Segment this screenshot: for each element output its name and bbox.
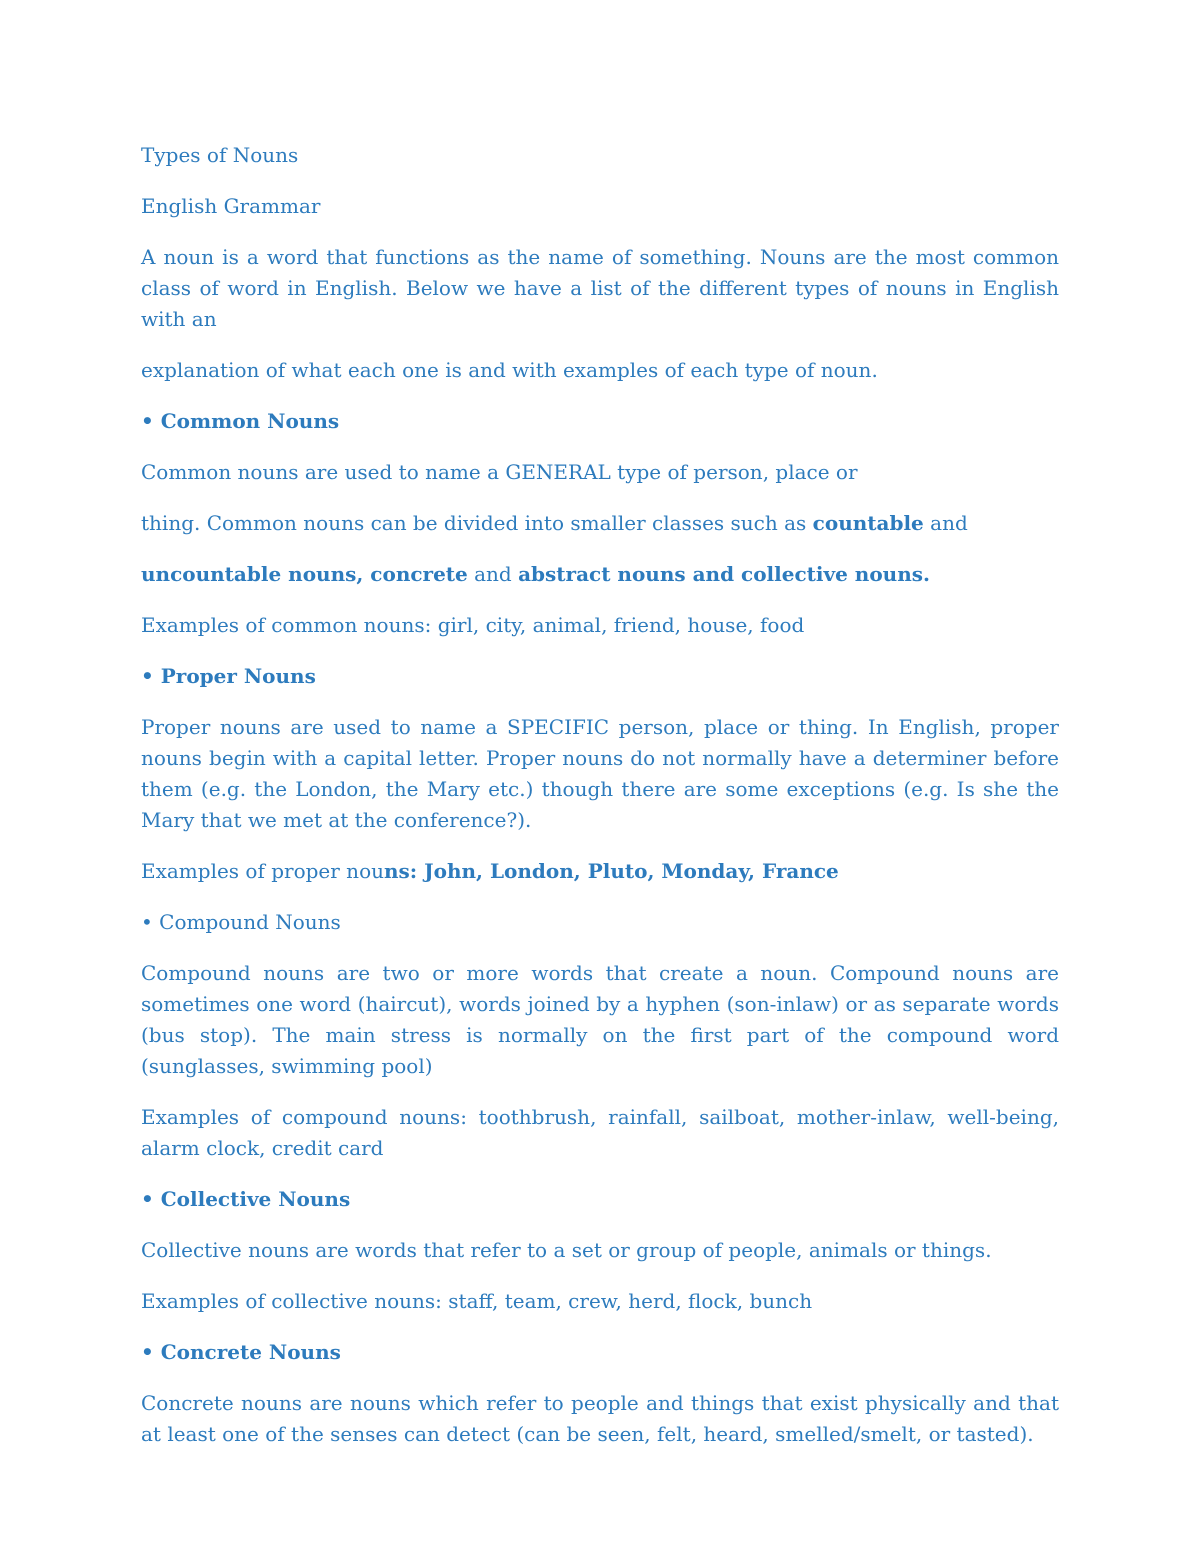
keyword-abstract-collective: abstract nouns and collective nouns. [518,562,930,586]
common-nouns-definition-line3 [141,559,1059,590]
keyword-uncountable-concrete: uncountable nouns, concrete [141,562,468,586]
text-span: Examples of proper nou [141,859,384,883]
common-nouns-definition-line2 [141,508,1059,539]
text-span: and [467,562,519,586]
concrete-nouns-heading: • Concrete Nouns [141,1340,341,1364]
common-nouns-examples: Examples of common nouns: girl, city, animal, friend, house, food [141,613,805,637]
text-span: and [923,511,968,535]
document-title: Types of Nouns [141,143,299,167]
collective-nouns-examples: Examples of collective nouns: staff, team, crew, herd, flock, bunch [141,1289,813,1313]
intro-paragraph-continued: explanation of what each one is and with examples of each type of noun. [141,358,878,382]
document-subtitle: English Grammar [141,194,321,218]
proper-nouns-definition: Proper nouns are used to name a SPECIFIC person, place or thing. In English, proper nouns begin with a capital letter. Proper nouns do not normally have a determiner before them (e.g. the London, the Mary etc.) though there are some exceptions (e.g. Is she the Mary that we met at the conference?). [141,715,1059,832]
common-nouns-definition-line1: Common nouns are used to name a GENERAL type of person, place or [141,460,858,484]
compound-nouns-definition: Compound nouns are two or more words that create a noun. Compound nouns are sometimes one word (haircut), words joined by a hyphen (son-inlaw) or as separate words (bus stop). The main stress is normally on the first part of the compound word (sunglasses, swimming pool) [141,961,1059,1078]
intro-paragraph: A noun is a word that functions as the name of something. Nouns are the most common class of word in English. Below we have a list of the different types of nouns in English with an [141,245,1059,331]
text-span: thing. Common nouns can be divided into smaller classes such as [141,511,813,535]
collective-nouns-definition: Collective nouns are words that refer to a set or group of people, animals or things. [141,1238,992,1262]
compound-nouns-examples: Examples of compound nouns: toothbrush, rainfall, sailboat, mother-inlaw, well-being, alarm clock, credit card [141,1105,1059,1160]
proper-nouns-heading: • Proper Nouns [141,664,316,688]
common-nouns-heading: • Common Nouns [141,409,340,433]
document-body [141,140,1059,1470]
proper-nouns-examples-bold: ns: John, London, Pluto, Monday, France [384,859,839,883]
concrete-nouns-definition: Concrete nouns are nouns which refer to people and things that exist physically and that at least one of the senses can detect (can be seen, felt, heard, smelled/smelt, or tasted). [141,1391,1059,1446]
proper-nouns-examples [141,856,1059,887]
collective-nouns-heading: • Collective Nouns [141,1187,351,1211]
compound-nouns-heading: • Compound Nouns [141,910,341,934]
keyword-countable: countable [812,511,924,535]
